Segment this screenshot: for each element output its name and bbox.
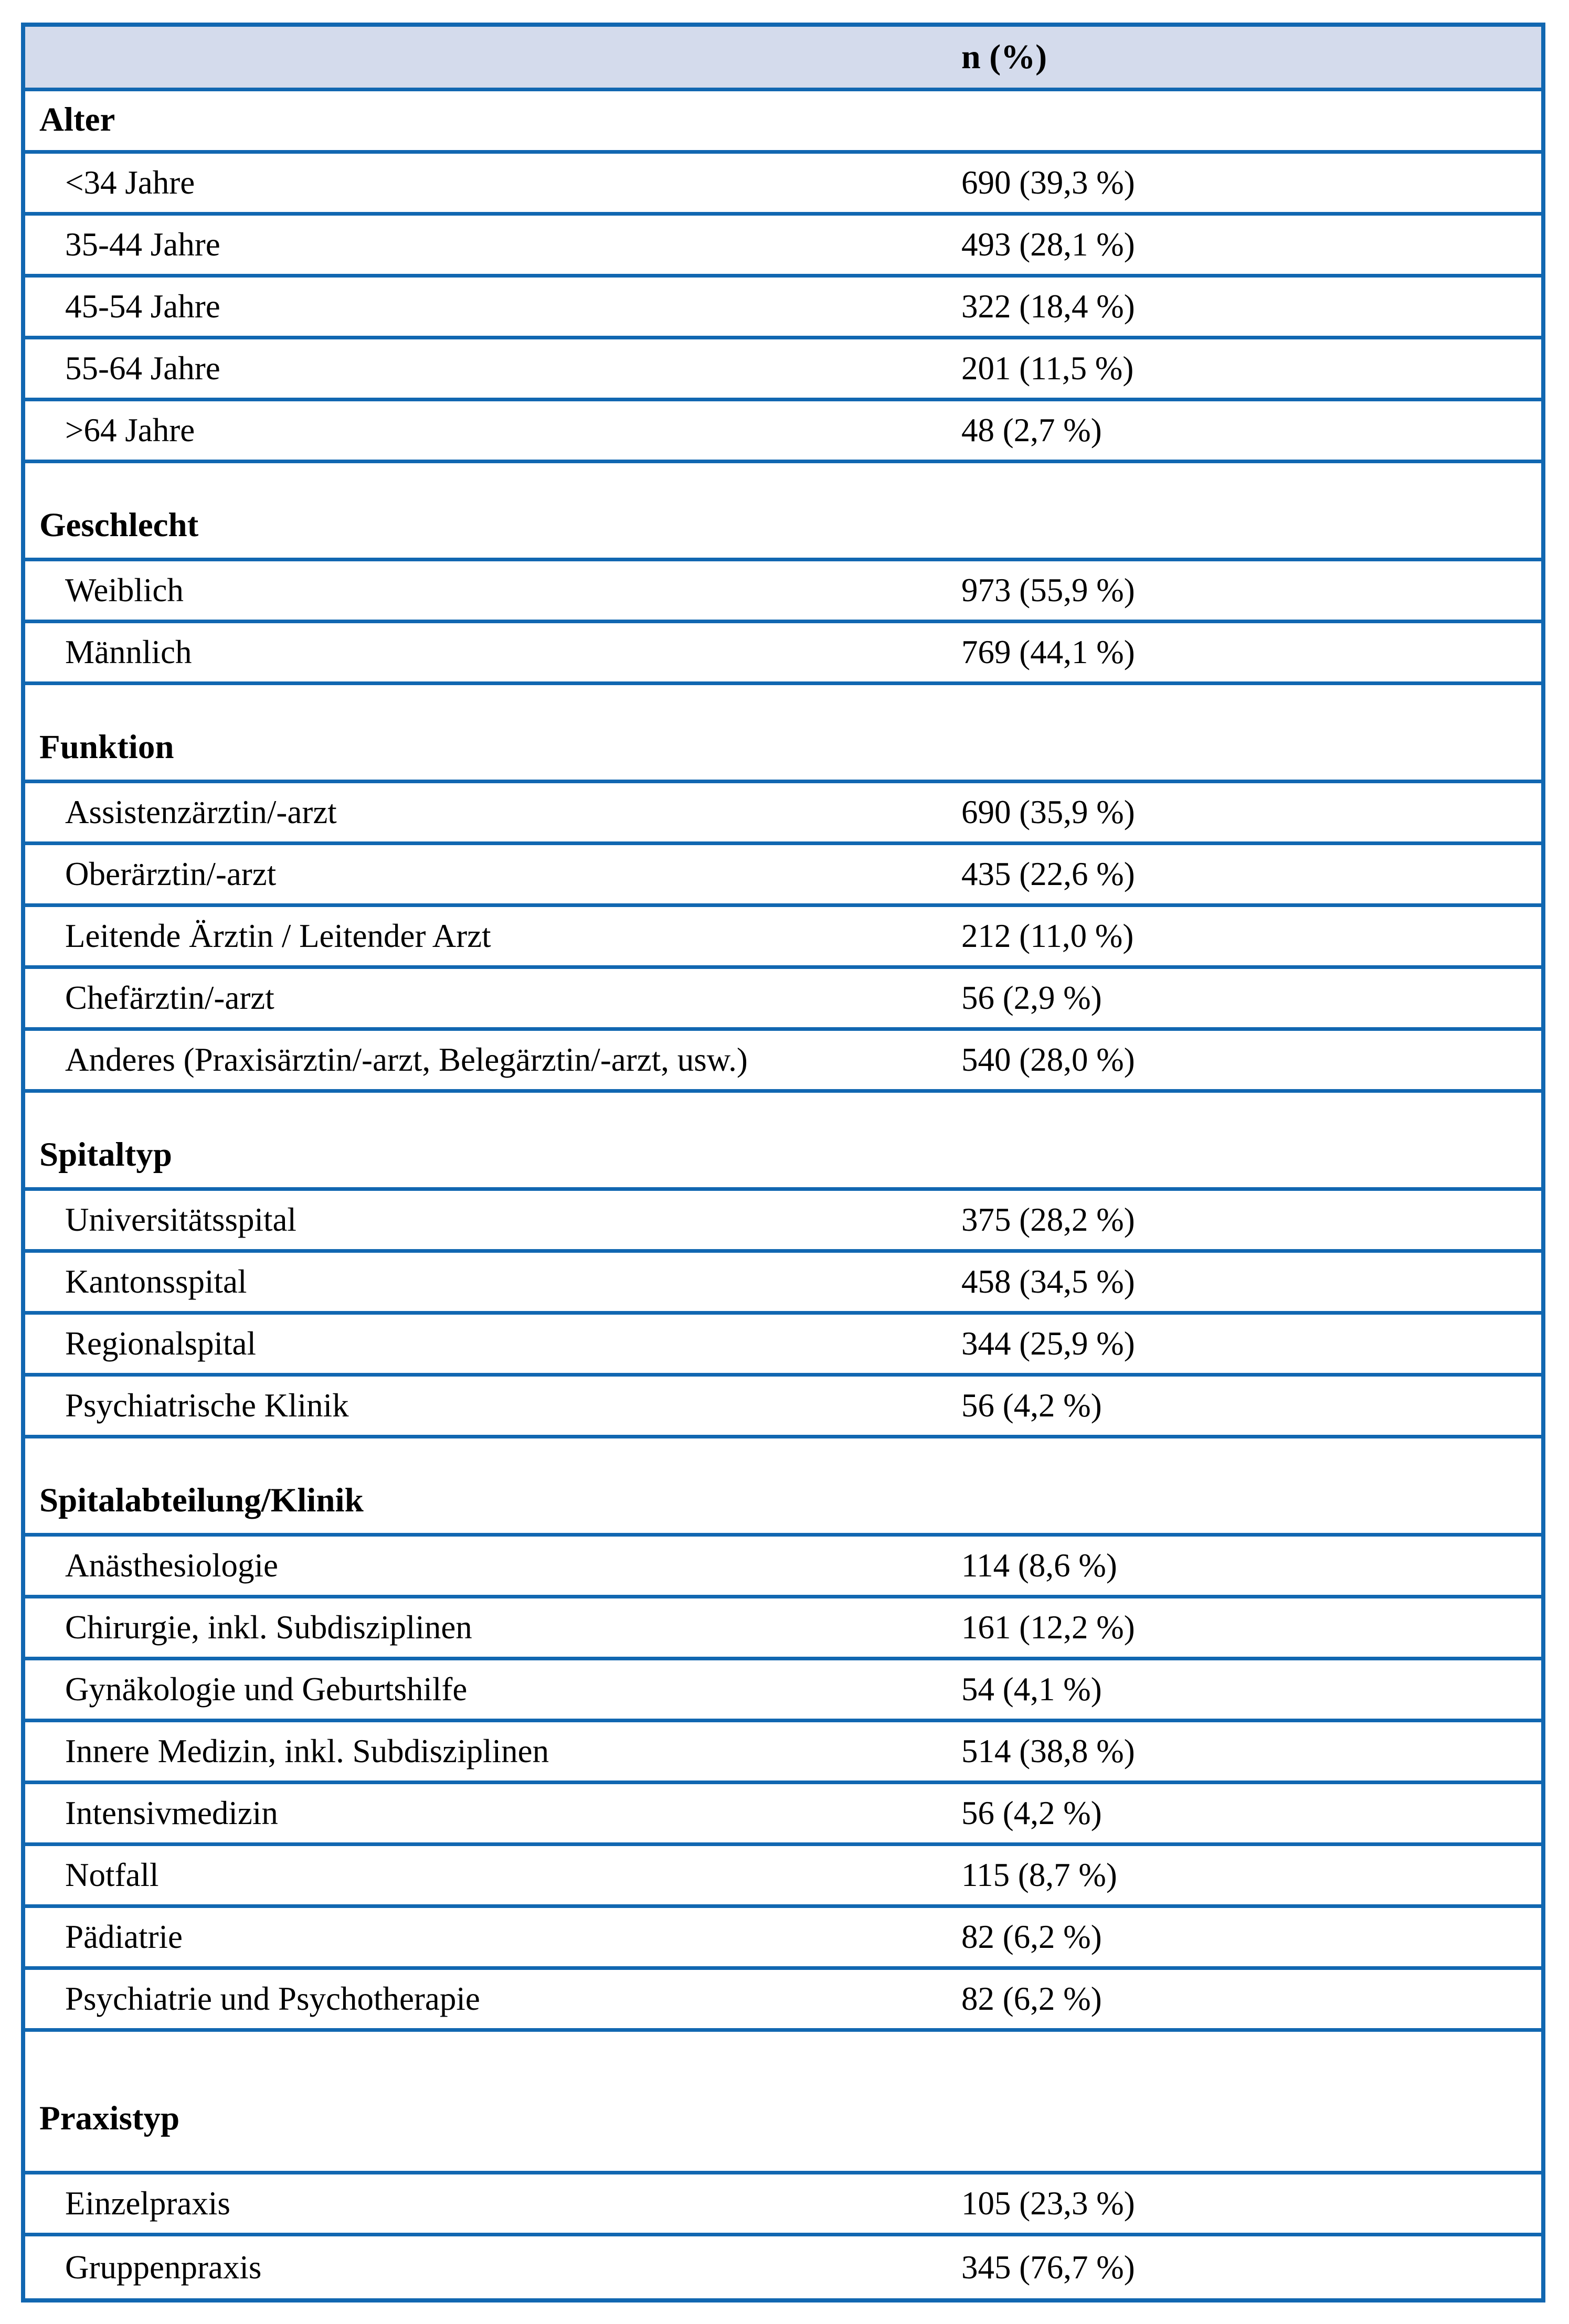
row-label: 45-54 Jahre [65,288,220,325]
row-value: 82 (6,2 %) [961,1918,1102,1955]
section-header-row [25,463,1541,561]
row-label: Weiblich [65,572,184,609]
row-value: 435 (22,6 %) [961,856,1135,892]
table-row [25,1784,1541,1846]
section-title: Alter [39,100,115,138]
row-value: 540 (28,0 %) [961,1041,1135,1078]
row-value: 56 (2,9 %) [961,979,1102,1016]
table-row [25,1031,1541,1093]
row-label: Regionalspital [65,1325,256,1362]
table-row [25,1377,1541,1438]
table-row [25,623,1541,685]
row-value: 690 (39,3 %) [961,164,1135,201]
section-title: Spitalabteilung/Klinik [39,1481,364,1519]
row-label: Innere Medizin, inkl. Subdisziplinen [65,1733,549,1769]
table-row [25,1315,1541,1377]
row-label: 35-44 Jahre [65,226,220,263]
section-header-row [25,2032,1541,2174]
row-value: 458 (34,5 %) [961,1263,1135,1300]
row-value: 344 (25,9 %) [961,1325,1135,1362]
section-title: Funktion [39,728,174,766]
row-label: Männlich [65,634,192,670]
table-row [25,845,1541,907]
table-row [25,1660,1541,1722]
row-label: 55-64 Jahre [65,350,220,387]
table-row [25,1598,1541,1660]
table-row [25,339,1541,401]
section-header-row [25,685,1541,783]
row-label: Intensivmedizin [65,1795,278,1831]
table-row [25,401,1541,463]
row-label: Einzelpraxis [65,2185,230,2222]
row-value: 345 (76,7 %) [961,2248,1135,2286]
table-row [25,907,1541,969]
row-label: Gynäkologie und Geburtshilfe [65,1671,468,1708]
row-value: 56 (4,2 %) [961,1387,1102,1424]
table-row [25,561,1541,623]
row-label: >64 Jahre [65,412,195,449]
row-label: Kantonsspital [65,1263,247,1300]
row-value: 201 (11,5 %) [961,350,1134,387]
section-header-row [25,1093,1541,1191]
row-label: Pädiatrie [65,1918,183,1955]
row-label: <34 Jahre [65,164,195,201]
row-label: Notfall [65,1857,159,1893]
row-label: Anästhesiologie [65,1547,278,1584]
column-header-n-percent: n (%) [961,38,1047,76]
table-row [25,2236,1541,2298]
table-row [25,154,1541,216]
row-value: 115 (8,7 %) [961,1857,1117,1893]
section-title: Geschlecht [39,506,199,544]
row-value: 514 (38,8 %) [961,1733,1135,1769]
section-title: Praxistyp [39,2099,180,2137]
table-row [25,1722,1541,1784]
row-label: Gruppenpraxis [65,2248,262,2286]
table-row [25,1191,1541,1253]
table-row [25,1537,1541,1598]
row-value: 48 (2,7 %) [961,412,1102,449]
row-value: 973 (55,9 %) [961,572,1135,609]
section-header-row [25,1438,1541,1537]
row-value: 322 (18,4 %) [961,288,1135,325]
table-row [25,1908,1541,1970]
row-value: 769 (44,1 %) [961,634,1135,670]
row-label: Chirurgie, inkl. Subdisziplinen [65,1609,472,1646]
row-value: 105 (23,3 %) [961,2185,1135,2222]
row-value: 114 (8,6 %) [961,1547,1117,1584]
table-row [25,2174,1541,2236]
row-label: Leitende Ärztin / Leitender Arzt [65,918,491,954]
row-value: 690 (35,9 %) [961,794,1135,830]
row-label: Assistenzärztin/-arzt [65,794,337,830]
section-header-row [25,91,1541,154]
table-row [25,1970,1541,2032]
demographics-table [21,23,1545,2302]
row-value: 56 (4,2 %) [961,1795,1102,1831]
row-value: 54 (4,1 %) [961,1671,1102,1708]
column-header-empty-cell [25,27,961,88]
row-value: 82 (6,2 %) [961,1980,1102,2017]
row-label: Anderes (Praxisärztin/-arzt, Belegärztin/-arzt, usw.) [65,1041,748,1078]
table-row [25,969,1541,1031]
row-value: 212 (11,0 %) [961,918,1134,954]
row-label: Universitätsspital [65,1201,296,1238]
section-title: Spitaltyp [39,1136,172,1174]
row-label: Psychiatrie und Psychotherapie [65,1980,480,2017]
table-row [25,216,1541,278]
row-value: 493 (28,1 %) [961,226,1135,263]
row-label: Chefärztin/-arzt [65,979,274,1016]
row-label: Psychiatrische Klinik [65,1387,349,1424]
table-row [25,278,1541,339]
table-row [25,1846,1541,1908]
row-value: 161 (12,2 %) [961,1609,1135,1646]
column-header-row [25,27,1541,91]
table-row [25,783,1541,845]
row-label: Oberärztin/-arzt [65,856,277,892]
table-row [25,1253,1541,1315]
row-value: 375 (28,2 %) [961,1201,1135,1238]
